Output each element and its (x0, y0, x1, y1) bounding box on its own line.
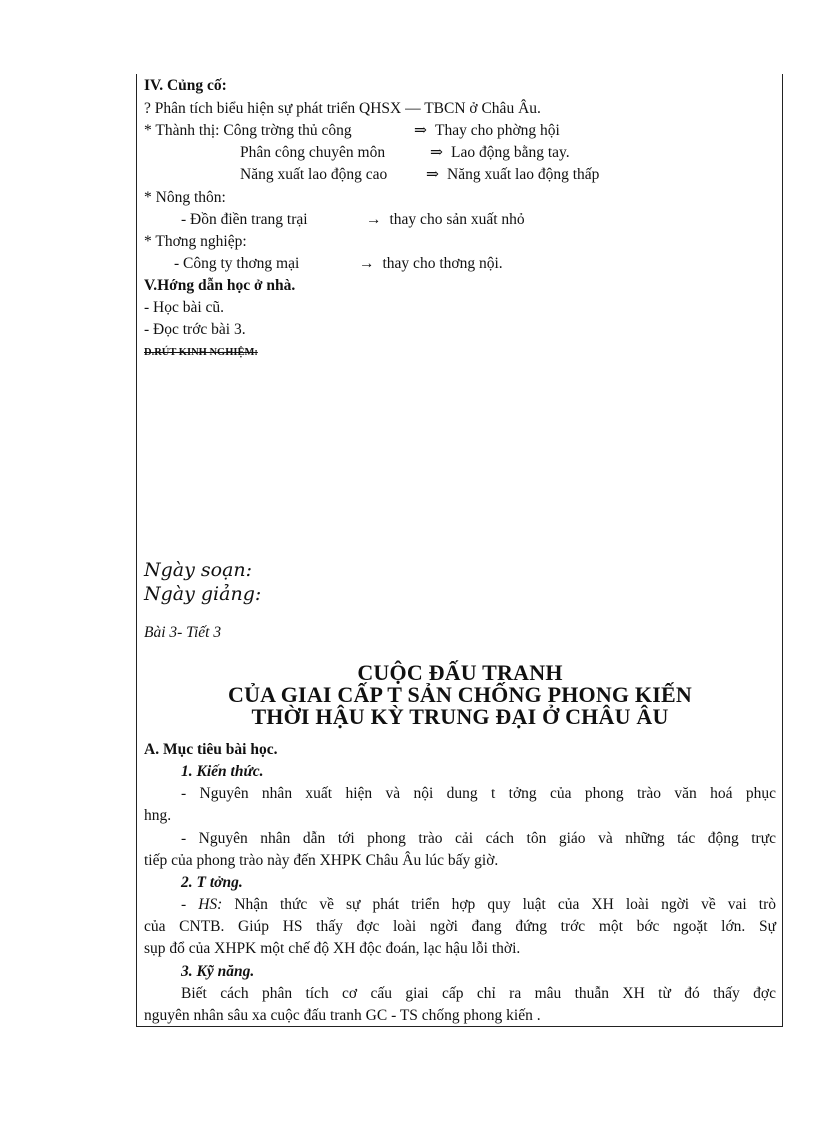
paragraph-2-cont: tiếp của phong trào này đến XHPK Châu Âu lúc bấy giờ. (144, 852, 499, 869)
section-iv-heading: IV. Củng cố: (144, 77, 227, 94)
thanh-thi-line (144, 121, 352, 141)
paragraph-3: - HS: Nhận thức về sự phát triển hợp quy luật của XH loài ngời về vai trò (181, 896, 776, 913)
phan-cong-result: ⇒ Lao động bằng tay. (430, 144, 570, 161)
section-v-heading: V.Hớng dẫn học ở nhà. (144, 277, 296, 294)
homework-item-1: - Học bài cũ. (144, 299, 225, 316)
lesson-title-line-1: CUỘC ĐẤU TRANH (357, 660, 563, 685)
don-dien-result: → thay cho sản xuất nhỏ (366, 211, 525, 228)
hs-label: - HS: (181, 896, 223, 913)
subheading-ky-nang: 3. Kỹ năng. (181, 963, 255, 980)
cong-ty-result: → thay cho thơng nội. (359, 255, 503, 272)
don-dien-label: - Đồn điền trang trại (181, 211, 308, 228)
nang-xuat-label: Năng xuất lao động cao (240, 166, 388, 183)
thanh-thi-result: ⇒ Thay cho phờng hội (414, 122, 560, 139)
double-arrow-icon: ⇒ (426, 166, 439, 183)
question-line: ? Phân tích biểu hiện sự phát triển QHSX — TBCN ở Châu Âu. (144, 100, 541, 117)
lesson-title-line-2: CỦA GIAI CẤP T SẢN CHỐNG PHONG KIẾN (228, 682, 692, 707)
paragraph-1: - Nguyên nhân xuất hiện và nội dung t tởng của phong trào văn hoá phục (181, 785, 776, 802)
subheading-kien-thuc: 1. Kiến thức. (181, 763, 264, 780)
paragraph-4: Biết cách phân tích cơ cấu giai cấp chỉ ra mâu thuẫn XH từ đó thấy đợc (181, 985, 776, 1002)
homework-item-2: - Đọc trớc bài 3. (144, 321, 246, 338)
subheading-tu-tuong: 2. T tởng. (181, 874, 243, 891)
double-arrow-icon: ⇒ (414, 122, 427, 139)
nang-xuat-result: ⇒ Năng xuất lao động thấp (426, 166, 600, 183)
ngay-soan: Ngày soạn: (144, 559, 253, 581)
paragraph-4-cont: nguyên nhân sâu xa cuộc đấu tranh GC - TS chống phong kiến . (144, 1007, 541, 1024)
double-arrow-icon: ⇒ (430, 144, 443, 161)
ngay-giang: Ngày giảng: (144, 583, 262, 605)
phan-cong-label: Phân công chuyên môn (240, 144, 386, 161)
paragraph-3-line-2: của CNTB. Giúp HS thấy đợc loài ngời đang đứng trớc một bớc ngoặt lớn. Sự (144, 918, 776, 935)
lesson-title-line-3: THỜI HẬU KỲ TRUNG ĐẠI Ở CHÂU ÂU (251, 704, 669, 729)
arrow-right-icon: → (366, 211, 382, 228)
rut-kinh-nghiem-heading: D.RÚT KINH NGHIỆM: (144, 347, 258, 358)
section-a-heading: A. Mục tiêu bài học. (144, 741, 278, 758)
arrow-right-icon: → (359, 255, 375, 272)
paragraph-1-cont: hng. (144, 807, 172, 824)
paragraph-3-line-3: sụp đổ của XHPK một chế độ XH độc đoán, lạc hậu lỗi thời. (144, 940, 521, 957)
nong-thon-heading: * Nông thôn: (144, 189, 226, 206)
paragraph-2: - Nguyên nhân dẫn tới phong trào cải cách tôn giáo và những tác động trực (181, 830, 776, 847)
cong-ty-label: - Công ty thơng mại (174, 255, 300, 272)
thuong-nghiep-heading: * Thơng nghiệp: (144, 233, 247, 250)
thanh-thi-label: * Thành thị: Công trờng thủ công (144, 122, 352, 139)
lesson-label: Bài 3- Tiết 3 (144, 624, 222, 641)
